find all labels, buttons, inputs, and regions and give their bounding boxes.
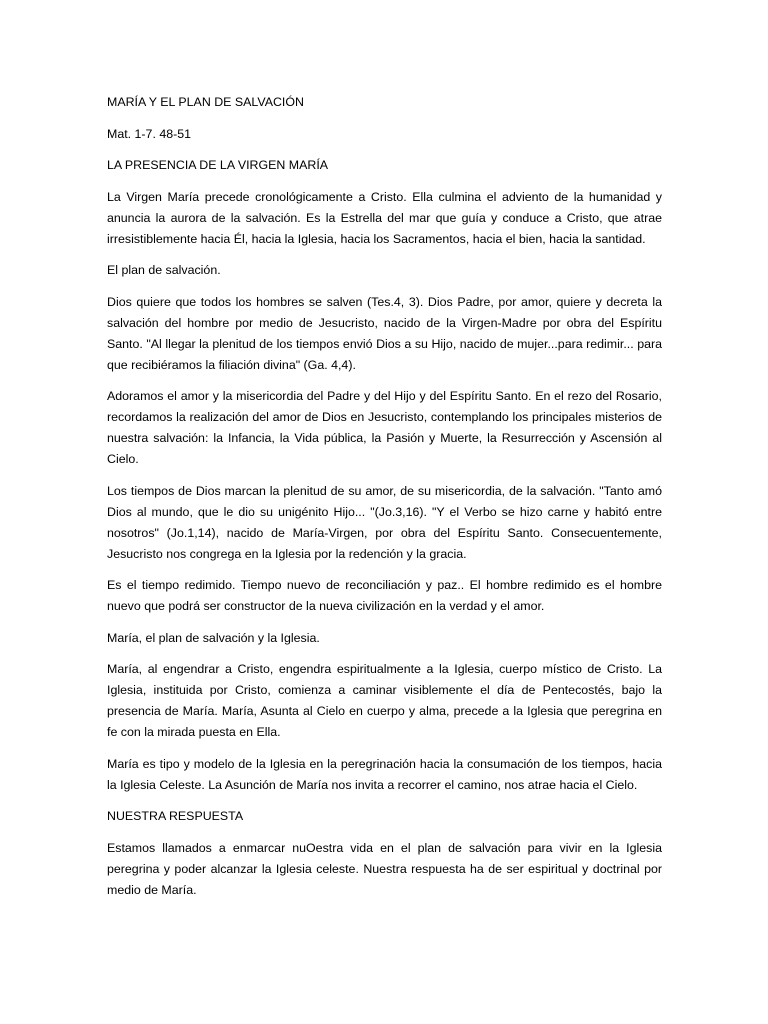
section-heading-respuesta: NUESTRA RESPUESTA	[107, 809, 244, 823]
paragraph-7: María es tipo y modelo de la Iglesia en la peregrinación hacia la consumación de los tiempos, hacia la Iglesia Celeste. La Asunción de María nos invita a recorrer el camino, nos atrae hacia el Cielo.	[107, 756, 662, 792]
paragraph-4: Los tiempos de Dios marcan la plenitud de su amor, de su misericordia, de la salvación. "Tanto amó Dios al mundo, que le dio su unigénito Hijo... "(Jo.3,16). "Y el Verbo se hizo carne y habitó entre nosotros" (Jo.1,14), nacido de María-Virgen, por obra del Espíritu Santo. Consecuentemente, Jesucristo nos congrega en la Iglesia por la redención y la gracia.	[107, 483, 662, 561]
document-title: MARÍA Y EL PLAN DE SALVACIÓN	[107, 95, 304, 109]
paragraph-3: Adoramos el amor y la misericordia del Padre y del Hijo y del Espíritu Santo. En el rezo del Rosario, recordamos la realización del amor de Dios en Jesucristo, contemplando los principales misterios de nuestra salvación: la Infancia, la Vida pública, la Pasión y Muerte, la Resurrección y Ascensión al Cielo.	[107, 389, 662, 466]
paragraph-5: Es el tiempo redimido. Tiempo nuevo de reconciliación y paz.. El hombre redimido es el hombre nuevo que podrá ser constructor de la nueva civilización en la verdad y el amor.	[107, 578, 662, 613]
paragraph-1: La Virgen María precede cronológicamente a Cristo. Ella culmina el adviento de la humanidad y anuncia la aurora de la salvación. Es la Estrella del mar que guía y conduce a Cristo, que atrae irresistiblemente hacia Él, hacia la Iglesia, hacia los Sacramentos, hacia el bien, hacia la santidad.	[107, 189, 662, 246]
section-heading-presencia: LA PRESENCIA DE LA VIRGEN MARÍA	[107, 158, 329, 172]
subheading-maria-iglesia: María, el plan de salvación y la Iglesia.	[107, 630, 320, 645]
subheading-plan-de-salvacion: El plan de salvación.	[107, 263, 221, 277]
document-page	[107, 92, 662, 911]
paragraph-8: Estamos llamados a enmarcar nuOestra vida en el plan de salvación para vivir en la Iglesia peregrina y poder alcanzar la Iglesia celeste. Nuestra respuesta ha de ser espiritual y doctrinal por medio de María.	[107, 840, 662, 897]
scripture-reference: Mat. 1-7. 48-51	[107, 126, 192, 141]
paragraph-6: María, al engendrar a Cristo, engendra espiritualmente a la Iglesia, cuerpo místico de Cristo. La Iglesia, instituida por Cristo, comienza a caminar visiblemente el día de Pentecostés, bajo la presencia de María. María, Asunta al Cielo en cuerpo y alma, precede a la Iglesia que peregrina en fe con la mirada puesta en Ella.	[107, 662, 662, 739]
paragraph-2: Dios quiere que todos los hombres se salven (Tes.4, 3). Dios Padre, por amor, quiere y decreta la salvación del hombre por medio de Jesucristo, nacido de la Virgen-Madre por obra del Espíritu Santo. "Al llegar la plenitud de los tiempos envió Dios a su Hijo, nacido de mujer...para redimir... para que recibiéramos la filiación divina" (Ga. 4,4).	[107, 294, 662, 372]
